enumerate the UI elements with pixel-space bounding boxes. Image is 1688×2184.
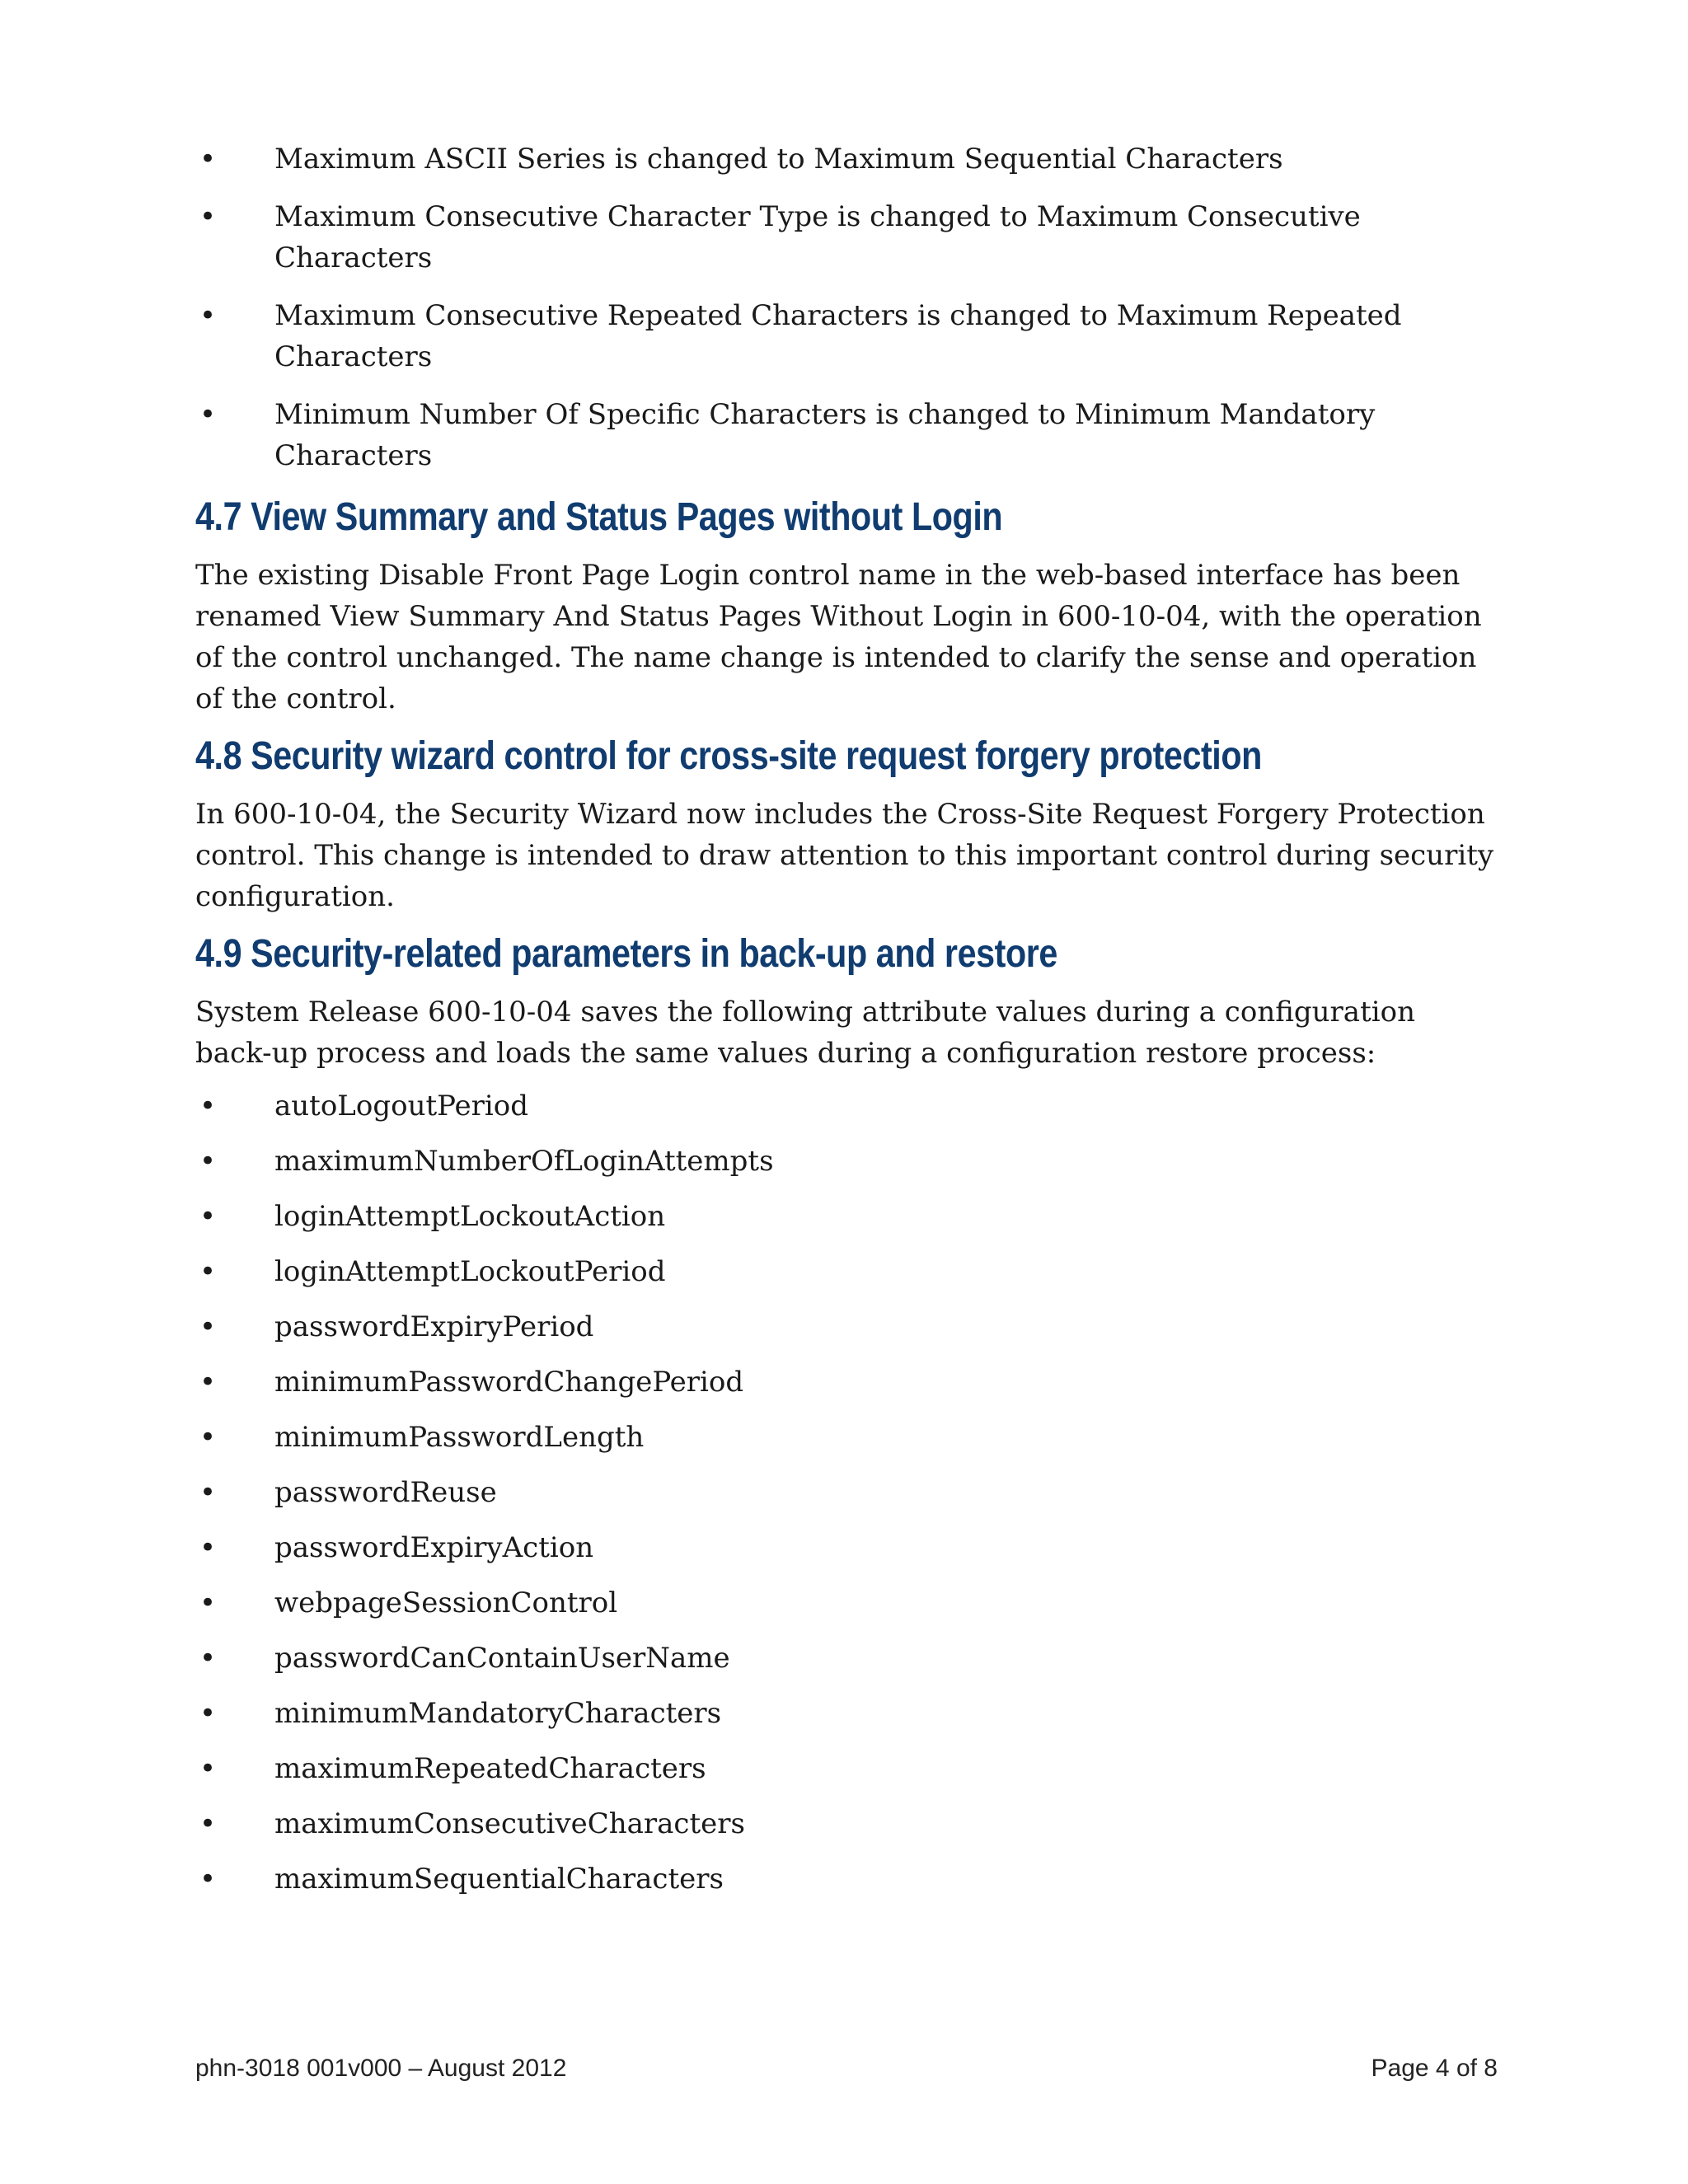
list-item-text: webpageSessionControl (274, 1586, 618, 1619)
list-item (195, 1361, 1498, 1403)
section-body-4-9: System Release 600-10-04 saves the following attribute values during a configuration back-up process and loads the same values during a configuration restore process: (195, 996, 1415, 1070)
bullet: • (199, 1586, 217, 1619)
list-item-text: Minimum Number Of Specific Characters is changed to Minimum Mandatory Characters (274, 398, 1376, 472)
list-item (195, 1141, 1498, 1182)
list-item-text: loginAttemptLockoutPeriod (274, 1255, 666, 1288)
bullet: • (199, 1752, 217, 1785)
section-heading-4-7: 4.7 View Summary and Status Pages without Login (195, 495, 1003, 539)
list-item (195, 394, 1461, 476)
bullet: • (199, 1366, 217, 1399)
section-body-4-7: The existing Disable Front Page Login control name in the web-based interface has been renamed View Summary And Status Pages Without Login in 600-10-04, with the operation of the control unchanged. The name change is intended to clarify the sense and operation of the control. (195, 559, 1482, 715)
renamed-controls-list (195, 138, 1498, 476)
list-item-text: minimumPasswordLength (274, 1421, 645, 1454)
list-item-text: passwordExpiryPeriod (274, 1310, 594, 1343)
list-item-text: maximumSequentialCharacters (274, 1863, 724, 1896)
list-item-text: loginAttemptLockoutAction (274, 1200, 666, 1233)
list-item-text: Maximum Consecutive Repeated Characters is changed to Maximum Repeated Characters (274, 299, 1402, 373)
bullet: • (199, 1863, 217, 1896)
bullet: • (199, 1145, 217, 1178)
list-item-text: maximumRepeatedCharacters (274, 1752, 706, 1785)
backup-attributes-list (195, 1085, 1498, 1900)
section-heading-4-8: 4.8 Security wizard control for cross-site request forgery protection (195, 734, 1262, 778)
bullet: • (199, 1807, 217, 1840)
list-item (195, 1417, 1498, 1458)
section-heading-4-9: 4.9 Security-related parameters in back-up and restore (195, 932, 1057, 976)
bullet: • (199, 1642, 217, 1675)
list-item (195, 1527, 1498, 1568)
footer-page-number: Page 4 of 8 (1371, 2055, 1498, 2082)
bullet: • (199, 1421, 217, 1454)
footer-doc-reference: phn-3018 001v000 – August 2012 (195, 2055, 567, 2082)
list-item-text: maximumConsecutiveCharacters (274, 1807, 745, 1840)
list-item (195, 295, 1486, 377)
bullet: • (199, 143, 217, 176)
section-body-4-8: In 600-10-04, the Security Wizard now includes the Cross-Site Request Forgery Protection control. This change is intended to draw attention to this important control during security configuration. (195, 798, 1494, 913)
list-item (195, 1638, 1498, 1679)
list-item (195, 138, 1461, 180)
list-item (195, 1693, 1498, 1734)
bullet: • (199, 1310, 217, 1343)
list-item-text: Maximum Consecutive Character Type is changed to Maximum Consecutive Characters (274, 200, 1361, 274)
bullet: • (199, 1531, 217, 1564)
list-item-text: maximumNumberOfLoginAttempts (274, 1145, 774, 1178)
list-item-text: minimumPasswordChangePeriod (274, 1366, 744, 1399)
document-page (195, 138, 1498, 1914)
bullet: • (199, 1255, 217, 1288)
list-item-text: passwordReuse (274, 1476, 497, 1509)
list-item (195, 1803, 1498, 1844)
bullet: • (199, 1200, 217, 1233)
list-item-text: passwordExpiryAction (274, 1531, 594, 1564)
bullet: • (199, 398, 217, 431)
list-item-text: minimumMandatoryCharacters (274, 1697, 722, 1730)
bullet: • (199, 1697, 217, 1730)
bullet: • (199, 1476, 217, 1509)
bullet: • (199, 200, 217, 233)
list-item (195, 1472, 1498, 1513)
list-item-text: passwordCanContainUserName (274, 1642, 730, 1675)
list-item (195, 196, 1461, 279)
list-item (195, 1582, 1498, 1624)
list-item-text: Maximum ASCII Series is changed to Maximum Sequential Characters (274, 143, 1283, 176)
list-item (195, 1085, 1498, 1127)
list-item (195, 1251, 1498, 1292)
list-item (195, 1858, 1498, 1900)
list-item (195, 1748, 1498, 1789)
bullet: • (199, 1090, 217, 1122)
list-item (195, 1196, 1498, 1237)
bullet: • (199, 299, 217, 332)
list-item (195, 1306, 1498, 1347)
list-item-text: autoLogoutPeriod (274, 1090, 528, 1122)
